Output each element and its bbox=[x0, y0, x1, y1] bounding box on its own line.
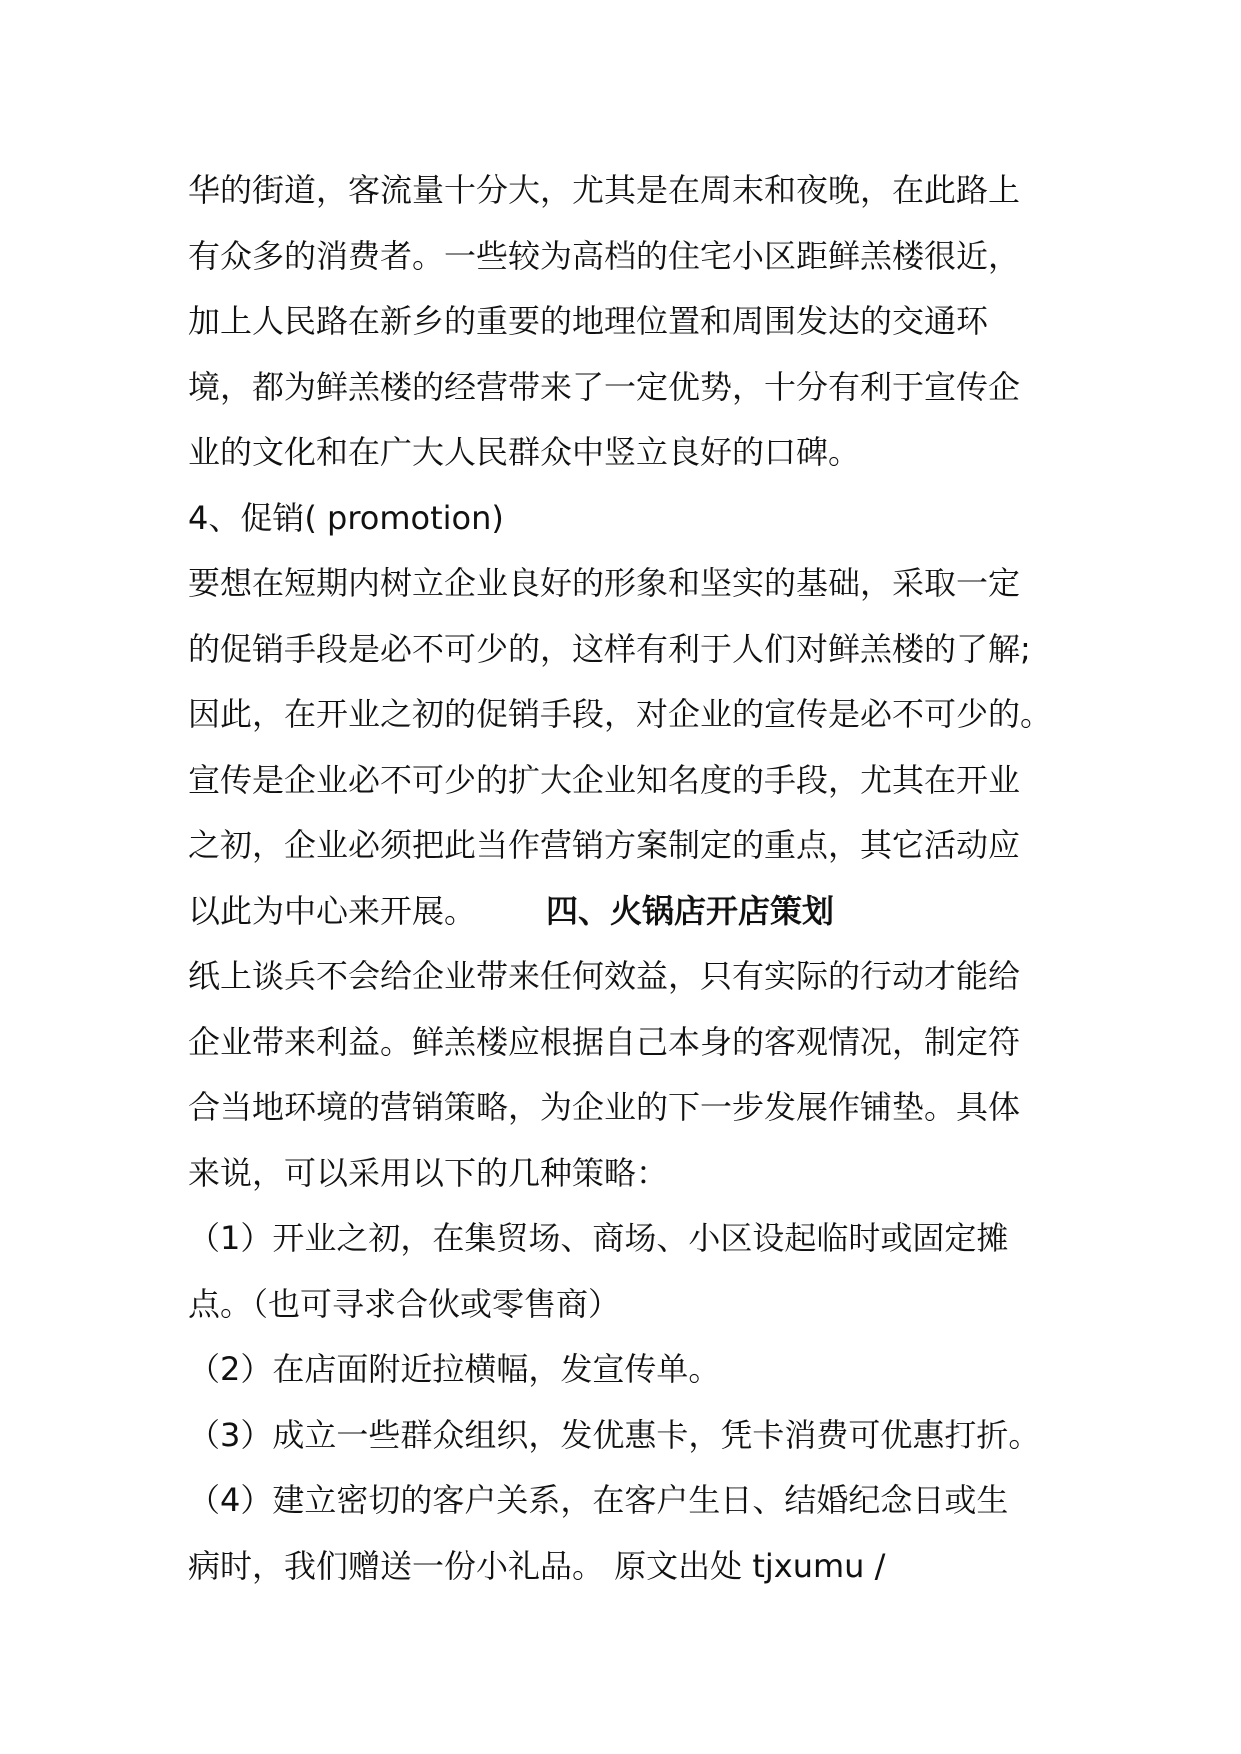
text-line-16: 来说，可以采用以下的几种策略： bbox=[188, 1153, 669, 1192]
text-line-2: 有众多的消费者。一些较为高档的住宅小区距鲜羔楼很近， bbox=[188, 236, 1021, 275]
text-line-4: 境，都为鲜羔楼的经营带来了一定优势，十分有利于宣传企 bbox=[188, 367, 1021, 406]
text-line-1: 华的街道，客流量十分大，尤其是在周末和夜晚，在此路上 bbox=[188, 171, 1021, 209]
list-item-2: （2）在店面附近拉横幅，发宣传单。 bbox=[188, 1350, 721, 1388]
text-line-10: 宣传是企业必不可少的扩大企业知名度的手段，尤其在开业 bbox=[188, 760, 1021, 799]
text-line-15: 合当地环境的营销策略，为企业的下一步发展作铺垫。具体 bbox=[188, 1088, 1021, 1126]
list-item-1-line-1: （1）开业之初，在集贸场、商场、小区设起临时或固定摊 bbox=[188, 1219, 1009, 1257]
body-text bbox=[188, 158, 1068, 1599]
text-line-8: 的促销手段是必不可少的，这样有利于人们对鲜羔楼的了解; bbox=[188, 629, 1031, 668]
text-line-13: 纸上谈兵不会给企业带来任何效益，只有实际的行动才能给 bbox=[188, 957, 1021, 995]
text-line-12-body: 以此为中心来开展。 bbox=[188, 891, 477, 930]
list-item-4-line-1: （4）建立密切的客户关系，在客户生日、结婚纪念日或生 bbox=[188, 1481, 1009, 1519]
text-line-3: 加上人民路在新乡的重要的地理位置和周围发达的交通环 bbox=[188, 302, 989, 340]
subheading-promotion: 4、促销( promotion) bbox=[188, 498, 504, 537]
text-line-9: 因此，在开业之初的促销手段，对企业的宣传是必不可少的。 bbox=[188, 695, 1053, 733]
text-line-11: 之初，企业必须把此当作营销方案制定的重点，其它活动应 bbox=[188, 826, 1021, 864]
text-line-12 bbox=[188, 879, 1068, 945]
text-line-7: 要想在短期内树立企业良好的形象和坚实的基础，采取一定 bbox=[188, 564, 1021, 602]
text-line-5: 业的文化和在广大人民群众中竖立良好的口碑。 bbox=[188, 433, 861, 471]
section-heading: 四、火锅店开店策划 bbox=[546, 891, 835, 930]
list-item-4-line-2: 病时，我们赠送一份小礼品。 原文出处 tjxumu / bbox=[188, 1546, 886, 1585]
list-item-1-line-2: 点。（也可寻求合伙或零售商） bbox=[188, 1284, 621, 1323]
text-line-14: 企业带来利益。鲜羔楼应根据自己本身的客观情况，制定符 bbox=[188, 1022, 1021, 1061]
list-item-3: （3）成立一些群众组织，发优惠卡，凭卡消费可优惠打折。 bbox=[188, 1415, 1041, 1454]
